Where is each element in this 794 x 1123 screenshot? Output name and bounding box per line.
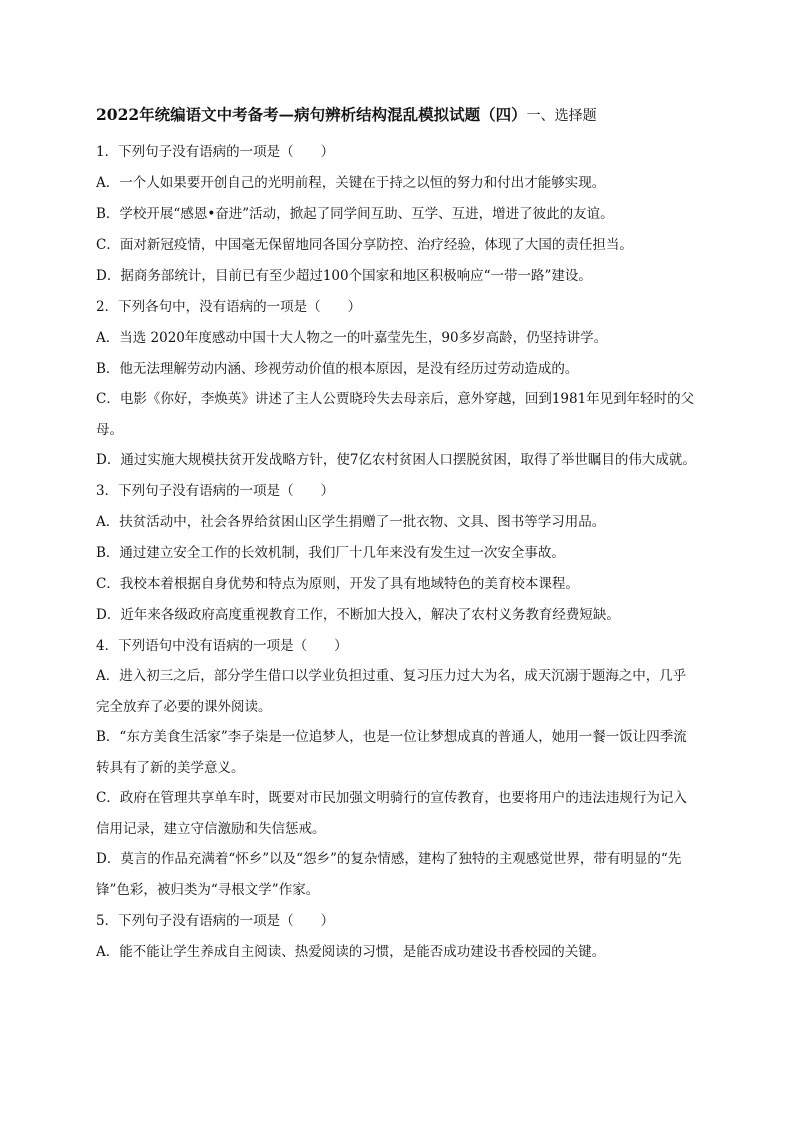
question-list (96, 143, 698, 974)
option-d: D．近年来各级政府高度重视教育工作，不断加大投入，解决了农村义务教育经费短缺。 (96, 607, 620, 623)
option-a: A．当选 2020年度感动中国十大人物之一的叶嘉莹先生，90多岁高龄，仍坚持讲学。 (96, 330, 608, 346)
section-heading: 一、选择题 (526, 108, 597, 124)
question-stem: 1．下列句子没有语病的一项是（ ） (96, 144, 335, 160)
option-c: C．政府在管理共享单车时，既要对市民加强文明骑行的宣传教育，也要将用户的违法违规行为记入信用记录，建立守信激励和失信惩戒。 (96, 790, 687, 837)
question-stem: 4．下列语句中没有语病的一项是（ ） (96, 638, 348, 654)
option-d: D．莫言的作品充满着“怀乡”以及“怨乡”的复杂情感，建构了独特的主观感觉世界，带有明显的“先锋”色彩，被归类为“寻根文学”作家。 (96, 851, 682, 898)
option-a: A．进入初三之后，部分学生借口以学业负担过重、复习压力过大为名，成天沉溺于题海之中，几乎完全放弃了必要的课外阅读。 (96, 668, 687, 715)
document-title-line (96, 104, 716, 127)
option-a: A．扶贫活动中，社会各界给贫困山区学生捐赠了一批衣物、文具、图书等学习用品。 (96, 514, 606, 530)
option-b: B．学校开展“感恩•奋进”活动，掀起了同学间互助、互学、互进，增进了彼此的友谊。 (96, 206, 614, 222)
option-b: B．通过建立安全工作的长效机制，我们厂十几年来没有发生过一次安全事故。 (96, 545, 565, 561)
question-stem: 3．下列句子没有语病的一项是（ ） (96, 483, 335, 499)
document-title: 2022年统编语文中考备考—病句辨析结构混乱模拟试题（四） (96, 105, 527, 124)
question-stem: 5．下列句子没有语病的一项是（ ） (96, 913, 335, 929)
option-c: C．面对新冠疫情，中国毫无保留地同各国分享防控、治疗经验，体现了大国的责任担当。 (96, 237, 633, 253)
option-c: C．电影《你好，李焕英》讲述了主人公贾晓玲失去母亲后，意外穿越，回到1981年见到年轻时的父母。 (96, 391, 695, 438)
option-b: B．他无法理解劳动内涵、珍视劳动价值的根本原因，是没有经历过劳动造成的。 (96, 361, 579, 377)
option-a: A．能不能让学生养成自主阅读、热爱阅读的习惯，是能否成功建设书香校园的关键。 (96, 944, 606, 960)
option-b: B．“东方美食生活家”李子柒是一位追梦人，也是一位让梦想成真的普通人，她用一餐一饭让四季流转具有了新的美学意义。 (96, 729, 687, 776)
option-d: D．通过实施大规模扶贫开发战略方针，使7亿农村贫困人口摆脱贫困，取得了举世瞩目的伟大成就。 (96, 452, 696, 468)
question-stem: 2．下列各句中，没有语病的一项是（ ） (96, 299, 362, 315)
option-d: D．据商务部统计，目前已有至少超过100个国家和地区积极响应“一带一路”建设。 (96, 268, 592, 284)
option-a: A．一个人如果要开创自己的光明前程，关键在于持之以恒的努力和付出才能够实现。 (96, 175, 606, 191)
option-c: C．我校本着根据自身优势和特点为原则，开发了具有地域特色的美育校本课程。 (96, 576, 579, 592)
